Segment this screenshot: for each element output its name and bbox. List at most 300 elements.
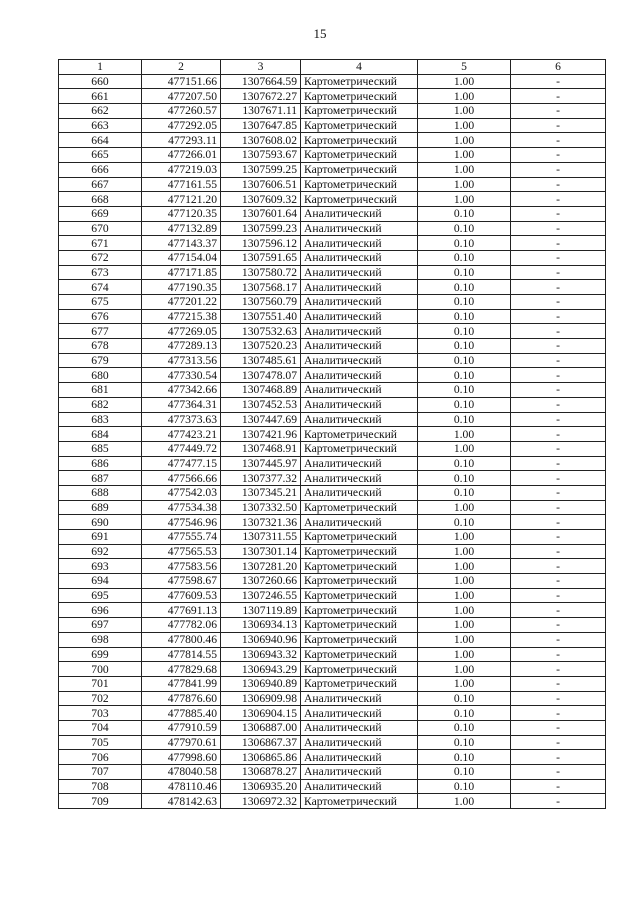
point-number-cell: 694 <box>59 574 142 589</box>
method-cell: Картометрический <box>301 647 418 662</box>
table-row <box>59 618 606 633</box>
x-coordinate-cell: 477269.05 <box>142 324 221 339</box>
y-coordinate-cell: 1307421.96 <box>221 427 301 442</box>
accuracy-cell: 1.00 <box>418 192 511 207</box>
accuracy-cell: 1.00 <box>418 588 511 603</box>
y-coordinate-cell: 1307485.61 <box>221 353 301 368</box>
description-cell: - <box>511 324 606 339</box>
point-number-cell: 685 <box>59 441 142 456</box>
table-row <box>59 485 606 500</box>
accuracy-cell: 0.10 <box>418 397 511 412</box>
table-row <box>59 280 606 295</box>
table-row <box>59 750 606 765</box>
accuracy-cell: 0.10 <box>418 471 511 486</box>
column-header: 3 <box>221 60 301 75</box>
description-cell: - <box>511 295 606 310</box>
point-number-cell: 708 <box>59 779 142 794</box>
point-number-cell: 692 <box>59 544 142 559</box>
table-row <box>59 104 606 119</box>
method-cell: Картометрический <box>301 118 418 133</box>
x-coordinate-cell: 477260.57 <box>142 104 221 119</box>
point-number-cell: 676 <box>59 309 142 324</box>
accuracy-cell: 1.00 <box>418 74 511 89</box>
x-coordinate-cell: 477910.59 <box>142 720 221 735</box>
description-cell: - <box>511 192 606 207</box>
point-number-cell: 686 <box>59 456 142 471</box>
table-row <box>59 397 606 412</box>
method-cell: Аналитический <box>301 720 418 735</box>
method-cell: Картометрический <box>301 676 418 691</box>
point-number-cell: 671 <box>59 236 142 251</box>
x-coordinate-cell: 477364.31 <box>142 397 221 412</box>
accuracy-cell: 0.10 <box>418 412 511 427</box>
method-cell: Аналитический <box>301 750 418 765</box>
method-cell: Картометрический <box>301 177 418 192</box>
y-coordinate-cell: 1307301.14 <box>221 544 301 559</box>
x-coordinate-cell: 477565.53 <box>142 544 221 559</box>
accuracy-cell: 0.10 <box>418 735 511 750</box>
description-cell: - <box>511 104 606 119</box>
y-coordinate-cell: 1307520.23 <box>221 339 301 354</box>
description-cell: - <box>511 177 606 192</box>
point-number-cell: 665 <box>59 148 142 163</box>
y-coordinate-cell: 1307606.51 <box>221 177 301 192</box>
table-row <box>59 324 606 339</box>
table-row <box>59 720 606 735</box>
table-row <box>59 632 606 647</box>
table-row <box>59 559 606 574</box>
method-cell: Аналитический <box>301 353 418 368</box>
table-row <box>59 735 606 750</box>
y-coordinate-cell: 1307560.79 <box>221 295 301 310</box>
table-row <box>59 221 606 236</box>
x-coordinate-cell: 477546.96 <box>142 515 221 530</box>
accuracy-cell: 0.10 <box>418 353 511 368</box>
method-cell: Аналитический <box>301 691 418 706</box>
method-cell: Аналитический <box>301 295 418 310</box>
y-coordinate-cell: 1306943.29 <box>221 662 301 677</box>
description-cell: - <box>511 515 606 530</box>
accuracy-cell: 0.10 <box>418 295 511 310</box>
description-cell: - <box>511 706 606 721</box>
point-number-cell: 693 <box>59 559 142 574</box>
y-coordinate-cell: 1307596.12 <box>221 236 301 251</box>
column-header: 5 <box>418 60 511 75</box>
table-row <box>59 603 606 618</box>
x-coordinate-cell: 477190.35 <box>142 280 221 295</box>
accuracy-cell: 1.00 <box>418 89 511 104</box>
y-coordinate-cell: 1307599.25 <box>221 162 301 177</box>
x-coordinate-cell: 478142.63 <box>142 794 221 809</box>
y-coordinate-cell: 1307321.36 <box>221 515 301 530</box>
description-cell: - <box>511 368 606 383</box>
method-cell: Картометрический <box>301 192 418 207</box>
table-row <box>59 383 606 398</box>
point-number-cell: 680 <box>59 368 142 383</box>
table-body <box>59 74 606 808</box>
x-coordinate-cell: 477782.06 <box>142 618 221 633</box>
method-cell: Аналитический <box>301 412 418 427</box>
accuracy-cell: 1.00 <box>418 603 511 618</box>
method-cell: Картометрический <box>301 104 418 119</box>
table-row <box>59 162 606 177</box>
description-cell: - <box>511 500 606 515</box>
x-coordinate-cell: 477342.66 <box>142 383 221 398</box>
point-number-cell: 661 <box>59 89 142 104</box>
y-coordinate-cell: 1307672.27 <box>221 89 301 104</box>
x-coordinate-cell: 477292.05 <box>142 118 221 133</box>
table-row <box>59 74 606 89</box>
y-coordinate-cell: 1307601.64 <box>221 206 301 221</box>
method-cell: Аналитический <box>301 456 418 471</box>
accuracy-cell: 1.00 <box>418 676 511 691</box>
x-coordinate-cell: 477534.38 <box>142 500 221 515</box>
method-cell: Картометрический <box>301 162 418 177</box>
table-row <box>59 427 606 442</box>
point-number-cell: 709 <box>59 794 142 809</box>
x-coordinate-cell: 477161.55 <box>142 177 221 192</box>
y-coordinate-cell: 1307478.07 <box>221 368 301 383</box>
accuracy-cell: 1.00 <box>418 104 511 119</box>
table-row <box>59 148 606 163</box>
column-header: 4 <box>301 60 418 75</box>
y-coordinate-cell: 1306887.00 <box>221 720 301 735</box>
accuracy-cell: 1.00 <box>418 118 511 133</box>
accuracy-cell: 0.10 <box>418 456 511 471</box>
method-cell: Картометрический <box>301 603 418 618</box>
x-coordinate-cell: 478110.46 <box>142 779 221 794</box>
method-cell: Аналитический <box>301 250 418 265</box>
y-coordinate-cell: 1306940.96 <box>221 632 301 647</box>
accuracy-cell: 0.10 <box>418 706 511 721</box>
y-coordinate-cell: 1307260.66 <box>221 574 301 589</box>
table-row <box>59 779 606 794</box>
method-cell: Картометрический <box>301 500 418 515</box>
column-header: 1 <box>59 60 142 75</box>
method-cell: Картометрический <box>301 530 418 545</box>
y-coordinate-cell: 1307447.69 <box>221 412 301 427</box>
point-number-cell: 667 <box>59 177 142 192</box>
table-row <box>59 500 606 515</box>
table-header-row <box>59 60 606 75</box>
y-coordinate-cell: 1307664.59 <box>221 74 301 89</box>
method-cell: Аналитический <box>301 515 418 530</box>
y-coordinate-cell: 1307345.21 <box>221 485 301 500</box>
point-number-cell: 664 <box>59 133 142 148</box>
accuracy-cell: 1.00 <box>418 544 511 559</box>
point-number-cell: 687 <box>59 471 142 486</box>
method-cell: Аналитический <box>301 206 418 221</box>
y-coordinate-cell: 1307591.65 <box>221 250 301 265</box>
table-row <box>59 574 606 589</box>
method-cell: Картометрический <box>301 544 418 559</box>
description-cell: - <box>511 647 606 662</box>
description-cell: - <box>511 530 606 545</box>
accuracy-cell: 0.10 <box>418 250 511 265</box>
x-coordinate-cell: 477449.72 <box>142 441 221 456</box>
x-coordinate-cell: 477313.56 <box>142 353 221 368</box>
x-coordinate-cell: 477800.46 <box>142 632 221 647</box>
x-coordinate-cell: 477691.13 <box>142 603 221 618</box>
point-number-cell: 673 <box>59 265 142 280</box>
accuracy-cell: 1.00 <box>418 618 511 633</box>
x-coordinate-cell: 477829.68 <box>142 662 221 677</box>
accuracy-cell: 0.10 <box>418 515 511 530</box>
description-cell: - <box>511 148 606 163</box>
x-coordinate-cell: 477289.13 <box>142 339 221 354</box>
table-row <box>59 368 606 383</box>
accuracy-cell: 1.00 <box>418 148 511 163</box>
x-coordinate-cell: 477330.54 <box>142 368 221 383</box>
point-number-cell: 707 <box>59 765 142 780</box>
description-cell: - <box>511 618 606 633</box>
x-coordinate-cell: 477542.03 <box>142 485 221 500</box>
x-coordinate-cell: 477423.21 <box>142 427 221 442</box>
table-row <box>59 765 606 780</box>
description-cell: - <box>511 221 606 236</box>
method-cell: Картометрический <box>301 794 418 809</box>
description-cell: - <box>511 89 606 104</box>
method-cell: Картометрический <box>301 618 418 633</box>
accuracy-cell: 0.10 <box>418 236 511 251</box>
accuracy-cell: 0.10 <box>418 221 511 236</box>
method-cell: Картометрический <box>301 427 418 442</box>
point-number-cell: 695 <box>59 588 142 603</box>
y-coordinate-cell: 1307532.63 <box>221 324 301 339</box>
accuracy-cell: 1.00 <box>418 162 511 177</box>
x-coordinate-cell: 477609.53 <box>142 588 221 603</box>
table-row <box>59 236 606 251</box>
y-coordinate-cell: 1307671.11 <box>221 104 301 119</box>
table-row <box>59 89 606 104</box>
point-number-cell: 706 <box>59 750 142 765</box>
column-header: 6 <box>511 60 606 75</box>
accuracy-cell: 1.00 <box>418 662 511 677</box>
table-row <box>59 265 606 280</box>
accuracy-cell: 0.10 <box>418 750 511 765</box>
description-cell: - <box>511 676 606 691</box>
method-cell: Картометрический <box>301 133 418 148</box>
description-cell: - <box>511 441 606 456</box>
coordinates-table <box>58 59 606 809</box>
accuracy-cell: 1.00 <box>418 133 511 148</box>
description-cell: - <box>511 397 606 412</box>
description-cell: - <box>511 588 606 603</box>
y-coordinate-cell: 1307445.97 <box>221 456 301 471</box>
y-coordinate-cell: 1307452.53 <box>221 397 301 412</box>
accuracy-cell: 0.10 <box>418 383 511 398</box>
y-coordinate-cell: 1307119.89 <box>221 603 301 618</box>
x-coordinate-cell: 477151.66 <box>142 74 221 89</box>
x-coordinate-cell: 477121.20 <box>142 192 221 207</box>
method-cell: Аналитический <box>301 735 418 750</box>
x-coordinate-cell: 477154.04 <box>142 250 221 265</box>
table-row <box>59 412 606 427</box>
point-number-cell: 679 <box>59 353 142 368</box>
y-coordinate-cell: 1307311.55 <box>221 530 301 545</box>
method-cell: Аналитический <box>301 368 418 383</box>
method-cell: Картометрический <box>301 441 418 456</box>
y-coordinate-cell: 1307580.72 <box>221 265 301 280</box>
y-coordinate-cell: 1307609.32 <box>221 192 301 207</box>
y-coordinate-cell: 1306909.98 <box>221 691 301 706</box>
y-coordinate-cell: 1306940.89 <box>221 676 301 691</box>
accuracy-cell: 1.00 <box>418 441 511 456</box>
y-coordinate-cell: 1307593.67 <box>221 148 301 163</box>
description-cell: - <box>511 162 606 177</box>
description-cell: - <box>511 133 606 148</box>
method-cell: Картометрический <box>301 559 418 574</box>
description-cell: - <box>511 485 606 500</box>
description-cell: - <box>511 427 606 442</box>
x-coordinate-cell: 477171.85 <box>142 265 221 280</box>
y-coordinate-cell: 1306943.32 <box>221 647 301 662</box>
accuracy-cell: 0.10 <box>418 765 511 780</box>
description-cell: - <box>511 236 606 251</box>
point-number-cell: 684 <box>59 427 142 442</box>
description-cell: - <box>511 765 606 780</box>
point-number-cell: 672 <box>59 250 142 265</box>
point-number-cell: 696 <box>59 603 142 618</box>
y-coordinate-cell: 1307647.85 <box>221 118 301 133</box>
table-row <box>59 662 606 677</box>
description-cell: - <box>511 118 606 133</box>
method-cell: Аналитический <box>301 265 418 280</box>
description-cell: - <box>511 280 606 295</box>
point-number-cell: 677 <box>59 324 142 339</box>
point-number-cell: 689 <box>59 500 142 515</box>
table-row <box>59 456 606 471</box>
y-coordinate-cell: 1307468.89 <box>221 383 301 398</box>
accuracy-cell: 0.10 <box>418 265 511 280</box>
point-number-cell: 670 <box>59 221 142 236</box>
description-cell: - <box>511 794 606 809</box>
method-cell: Аналитический <box>301 765 418 780</box>
y-coordinate-cell: 1307468.91 <box>221 441 301 456</box>
x-coordinate-cell: 477814.55 <box>142 647 221 662</box>
y-coordinate-cell: 1307246.55 <box>221 588 301 603</box>
description-cell: - <box>511 206 606 221</box>
description-cell: - <box>511 250 606 265</box>
accuracy-cell: 0.10 <box>418 339 511 354</box>
method-cell: Аналитический <box>301 485 418 500</box>
method-cell: Аналитический <box>301 471 418 486</box>
description-cell: - <box>511 720 606 735</box>
accuracy-cell: 0.10 <box>418 368 511 383</box>
y-coordinate-cell: 1306865.86 <box>221 750 301 765</box>
method-cell: Картометрический <box>301 632 418 647</box>
page-number: 15 <box>313 26 327 41</box>
point-number-cell: 669 <box>59 206 142 221</box>
x-coordinate-cell: 477477.15 <box>142 456 221 471</box>
description-cell: - <box>511 544 606 559</box>
x-coordinate-cell: 477266.01 <box>142 148 221 163</box>
description-cell: - <box>511 603 606 618</box>
table-row <box>59 133 606 148</box>
accuracy-cell: 0.10 <box>418 280 511 295</box>
description-cell: - <box>511 779 606 794</box>
point-number-cell: 668 <box>59 192 142 207</box>
table-row <box>59 471 606 486</box>
x-coordinate-cell: 477143.37 <box>142 236 221 251</box>
accuracy-cell: 1.00 <box>418 427 511 442</box>
point-number-cell: 690 <box>59 515 142 530</box>
table-row <box>59 544 606 559</box>
table-row <box>59 676 606 691</box>
point-number-cell: 705 <box>59 735 142 750</box>
point-number-cell: 691 <box>59 530 142 545</box>
description-cell: - <box>511 735 606 750</box>
x-coordinate-cell: 477215.38 <box>142 309 221 324</box>
y-coordinate-cell: 1306935.20 <box>221 779 301 794</box>
y-coordinate-cell: 1306867.37 <box>221 735 301 750</box>
point-number-cell: 660 <box>59 74 142 89</box>
table-row <box>59 794 606 809</box>
accuracy-cell: 1.00 <box>418 574 511 589</box>
point-number-cell: 704 <box>59 720 142 735</box>
x-coordinate-cell: 477998.60 <box>142 750 221 765</box>
x-coordinate-cell: 477120.35 <box>142 206 221 221</box>
description-cell: - <box>511 309 606 324</box>
description-cell: - <box>511 412 606 427</box>
accuracy-cell: 0.10 <box>418 324 511 339</box>
description-cell: - <box>511 691 606 706</box>
method-cell: Аналитический <box>301 339 418 354</box>
table-row <box>59 177 606 192</box>
table-row <box>59 192 606 207</box>
table-row <box>59 295 606 310</box>
accuracy-cell: 1.00 <box>418 530 511 545</box>
point-number-cell: 683 <box>59 412 142 427</box>
method-cell: Аналитический <box>301 383 418 398</box>
description-cell: - <box>511 574 606 589</box>
point-number-cell: 681 <box>59 383 142 398</box>
point-number-cell: 700 <box>59 662 142 677</box>
point-number-cell: 698 <box>59 632 142 647</box>
y-coordinate-cell: 1306904.15 <box>221 706 301 721</box>
table-row <box>59 250 606 265</box>
table-row <box>59 706 606 721</box>
accuracy-cell: 0.10 <box>418 779 511 794</box>
table-row <box>59 353 606 368</box>
x-coordinate-cell: 477293.11 <box>142 133 221 148</box>
table-row <box>59 691 606 706</box>
x-coordinate-cell: 477885.40 <box>142 706 221 721</box>
table-row <box>59 309 606 324</box>
description-cell: - <box>511 74 606 89</box>
point-number-cell: 666 <box>59 162 142 177</box>
x-coordinate-cell: 477555.74 <box>142 530 221 545</box>
description-cell: - <box>511 456 606 471</box>
table-row <box>59 588 606 603</box>
method-cell: Картометрический <box>301 74 418 89</box>
point-number-cell: 701 <box>59 676 142 691</box>
table-row <box>59 206 606 221</box>
accuracy-cell: 0.10 <box>418 309 511 324</box>
accuracy-cell: 1.00 <box>418 559 511 574</box>
point-number-cell: 697 <box>59 618 142 633</box>
accuracy-cell: 0.10 <box>418 206 511 221</box>
y-coordinate-cell: 1307281.20 <box>221 559 301 574</box>
table-row <box>59 339 606 354</box>
x-coordinate-cell: 477201.22 <box>142 295 221 310</box>
accuracy-cell: 1.00 <box>418 632 511 647</box>
method-cell: Аналитический <box>301 280 418 295</box>
method-cell: Картометрический <box>301 574 418 589</box>
y-coordinate-cell: 1307377.32 <box>221 471 301 486</box>
method-cell: Аналитический <box>301 309 418 324</box>
method-cell: Картометрический <box>301 148 418 163</box>
